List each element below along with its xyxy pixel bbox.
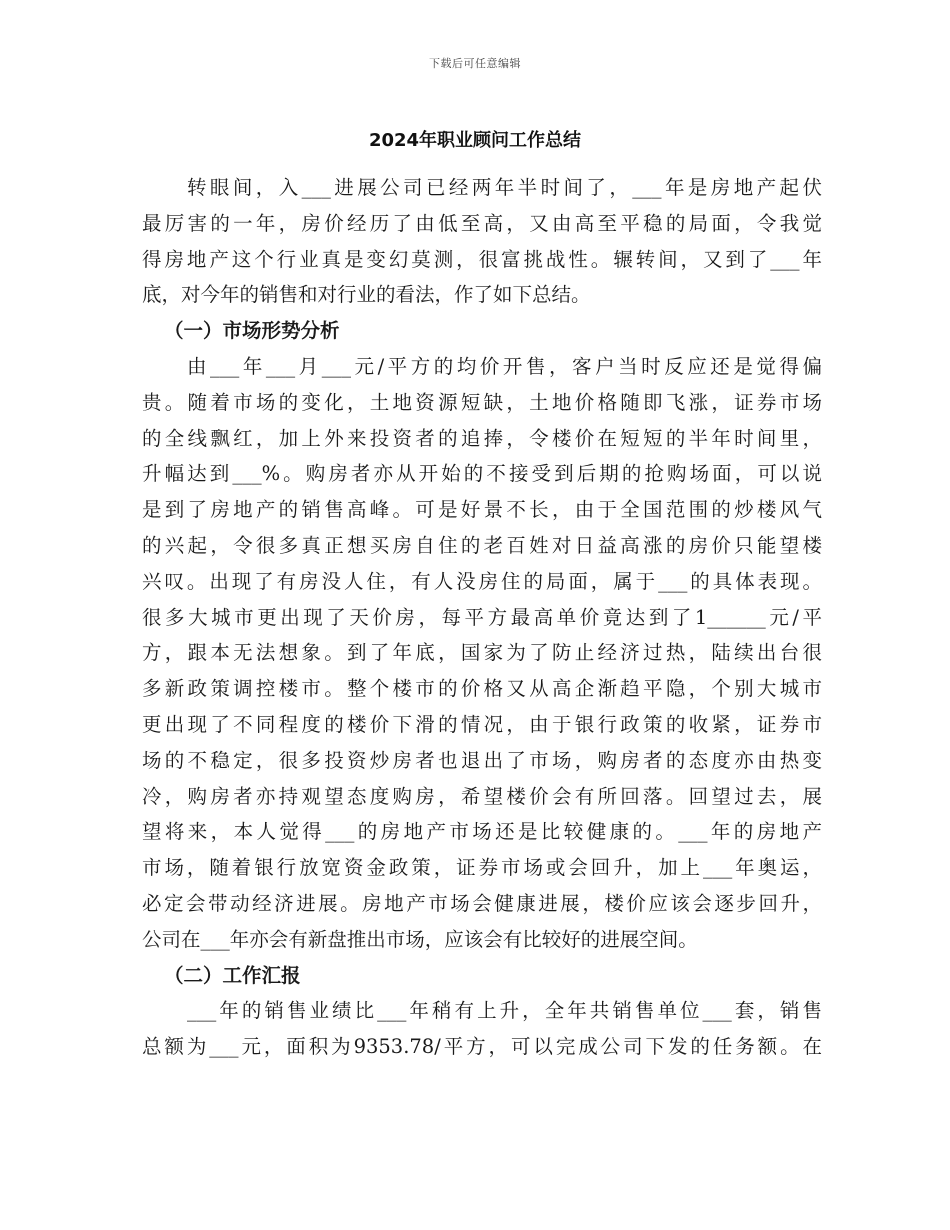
- section-heading: （二）工作汇报: [164, 963, 301, 987]
- paragraph-line: ___年的销售业绩比___年稍有上升，全年共销售单位___套，销售: [187, 999, 822, 1023]
- header-note: 下载后可任意编辑: [429, 57, 521, 70]
- paragraph-line: 贵。随着市场的变化，土地资源短缺，土地价格随即飞涨，证券市场: [142, 390, 822, 414]
- paragraph-line: 市场，随着银行放宽资金政策，证券市场或会回升，加上___年奥运，: [142, 856, 822, 880]
- paragraph-line: 很多大城市更出现了天价房，每平方最高单价竟达到了1______元/平: [142, 605, 822, 629]
- paragraph-line: 的全线飘红，加上外来投资者的追捧，令楼价在短短的半年时间里，: [142, 426, 822, 450]
- paragraph-line: 底，对今年的销售和对行业的看法，作了如下总结。: [142, 283, 591, 307]
- paragraph-line: 场的不稳定，很多投资炒房者也退出了市场，购房者的态度亦由热变: [142, 748, 822, 772]
- paragraph-line: 是到了房地产的销售高峰。可是好景不长，由于全国范围的炒楼风气: [142, 498, 822, 522]
- document-body: [142, 170, 822, 1065]
- paragraph-line: 公司在___年亦会有新盘推出市场，应该会有比较好的进展空间。: [142, 927, 698, 951]
- paragraph-line: 兴叹。出现了有房没人住，有人没房住的局面，属于___的具体表现。: [142, 569, 822, 593]
- paragraph-line: 最厉害的一年，房价经历了由低至高，又由高至平稳的局面，令我觉: [142, 211, 822, 235]
- paragraph-line: 的兴起，令很多真正想买房自住的老百姓对日益高涨的房价只能望楼: [142, 533, 822, 557]
- paragraph-line: 得房地产这个行业真是变幻莫测，很富挑战性。辗转间，又到了___年: [142, 247, 822, 271]
- paragraph-line: 升幅达到___%。购房者亦从开始的不接受到后期的抢购场面，可以说: [142, 462, 822, 486]
- document-title: 2024年职业顾问工作总结: [368, 130, 582, 151]
- paragraph-line: 方，跟本无法想象。到了年底，国家为了防止经济过热，陆续出台很: [142, 641, 822, 665]
- paragraph-line: 总额为___元，面积为9353.78/平方，可以完成公司下发的任务额。在: [142, 1035, 822, 1059]
- paragraph-line: 多新政策调控楼市。整个楼市的价格又从高企渐趋平隐，个别大城市: [142, 677, 822, 701]
- paragraph-line: 望将来，本人觉得___的房地产市场还是比较健康的。___年的房地产: [142, 820, 822, 844]
- section-heading: （一）市场形势分析: [164, 319, 340, 343]
- paragraph-line: 转眼间，入___进展公司已经两年半时间了，___年是房地产起伏: [187, 176, 822, 199]
- paragraph-line: 冷，购房者亦持观望态度购房，希望楼价会有所回落。回望过去，展: [142, 784, 822, 808]
- paragraph-line: 由___年___月___元/平方的均价开售，客户当时反应还是觉得偏: [187, 354, 822, 378]
- paragraph-line: 更出现了不同程度的楼价下滑的情况，由于银行政策的收紧，证券市: [142, 712, 822, 736]
- paragraph-line: 必定会带动经济进展。房地产市场会健康进展，楼价应该会逐步回升，: [142, 891, 822, 915]
